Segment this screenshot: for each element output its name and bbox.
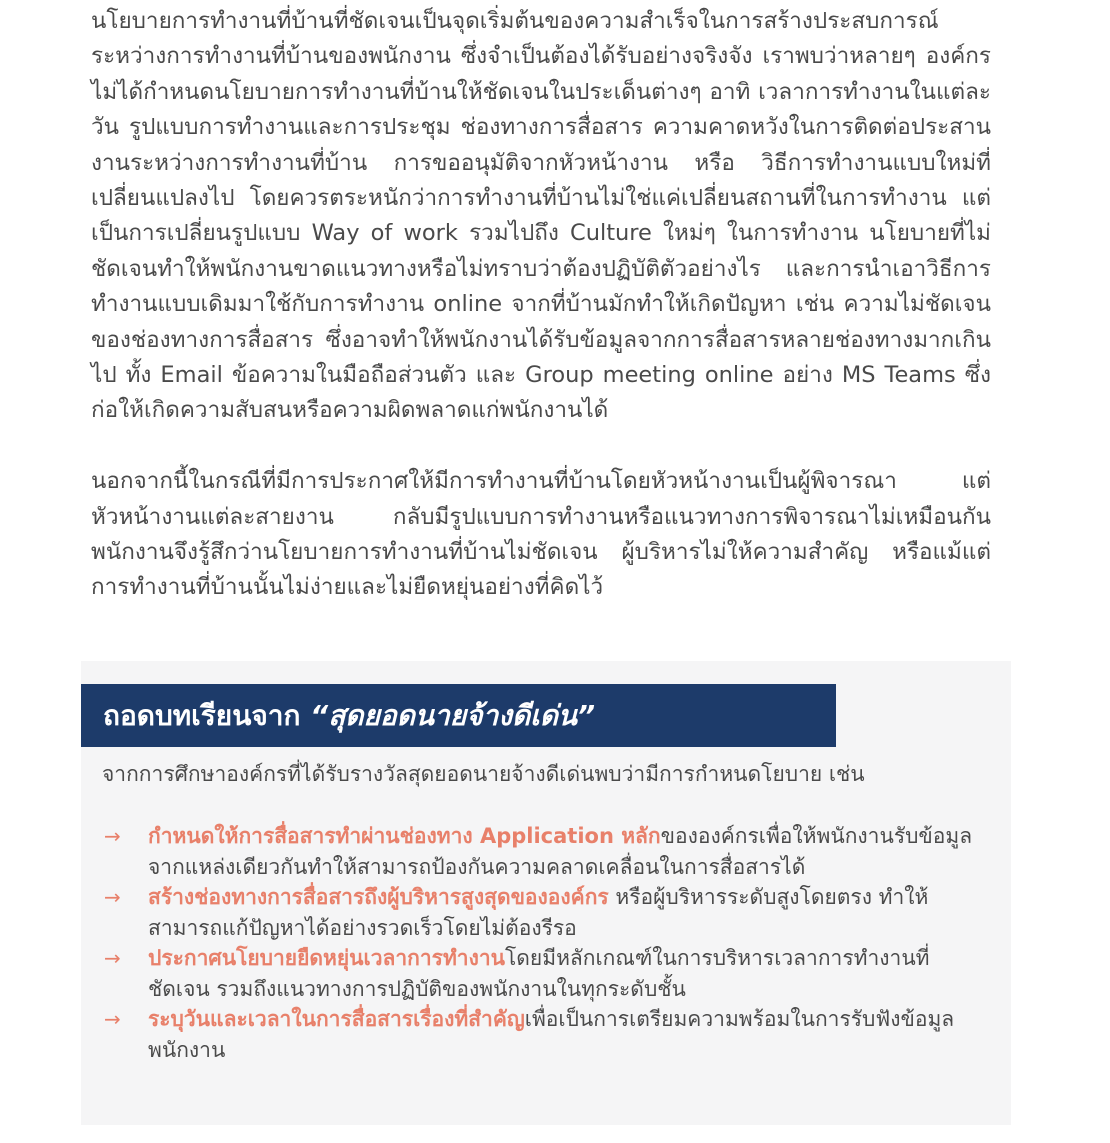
bullet-highlight: ประกาศนโยบายยืดหยุ่นเวลาการทำงาน [148,946,505,970]
article-paragraph-2: นอกจากนี้ในกรณีที่มีการประกาศให้มีการทำงานที่บ้านโดยหัวหน้างานเป็นผู้พิจารณา แต่หัวหน้างานแต่ละสายงาน กลับมีรูปแบบการทำงานหรือแนวทางการพิจารณาไม่เหมือนกัน พนักงานจึงรู้สึกว่านโยบายการทำงานที่บ้านไม่ชัดเจน ผู้บริหารไม่ให้ความสำคัญ หรือแม้แต่การทำงานที่บ้านนั้นไม่ง่ายและไม่ยืดหยุ่นอย่างที่คิดไว้ [91,468,991,601]
policy-bullet-list [102,821,982,1065]
arrow-right-icon: → [104,1007,121,1031]
article-body [91,4,991,606]
bullet-text: หรือผู้บริหารระดับสูงโดยตรง ทำให้สามารถแก้ปัญหาได้อย่างรวดเร็วโดยไม่ต้องรีรอ [148,885,929,940]
bullet-highlight: ระบุวันและเวลาในการสื่อสารเรื่องที่สำคัญ [148,1007,525,1031]
bullet-highlight: สร้างช่องทางการสื่อสารถึงผู้บริหารสูงสุดขององค์กร [148,885,609,909]
arrow-right-icon: → [104,885,121,909]
callout-title-quote: “สุดยอดนายจ้างดีเด่น” [310,698,596,732]
callout-header-banner [81,684,836,747]
policy-bullet-item [102,943,982,1004]
callout-intro-text: จากการศึกษาองค์กรที่ได้รับรางวัลสุดยอดนายจ้างดีเด่นพบว่ามีการกำหนดโยบาย เช่น [102,762,865,786]
policy-bullet-item [102,882,982,943]
callout-title [103,694,595,738]
callout-title-prefix: ถอดบทเรียนจาก [103,698,311,732]
bullet-text: เพื่อเป็นการเตรียมความพร้อมในการรับฟังข้อมูลพนักงาน [148,1007,955,1062]
bullet-highlight: กำหนดให้การสื่อสารทำผ่านช่องทาง Application หลัก [148,824,661,848]
arrow-right-icon: → [104,946,121,970]
arrow-right-icon: → [104,824,121,848]
lessons-callout-box [81,661,1011,1125]
policy-bullet-item [102,821,982,882]
bullet-text: ขององค์กรเพื่อให้พนักงานรับข้อมูลจากแหล่งเดียวกันทำให้สามารถป้องกันความคลาดเคลื่อนในการสื่อสารได้ [148,824,973,879]
policy-bullet-item [102,1004,982,1065]
bullet-text: โดยมีหลักเกณฑ์ในการบริหารเวลาการทำงานที่ชัดเจน รวมถึงแนวทางการปฏิบัติของพนักงานในทุกระดับชั้น [148,946,930,1001]
article-paragraph-1: นโยบายการทำงานที่บ้านที่ชัดเจนเป็นจุดเริ่มต้นของความสำเร็จในการสร้างประสบการณ์ระหว่างการทำงานที่บ้านของพนักงาน ซึ่งจำเป็นต้องได้รับอย่างจริงจัง เราพบว่าหลายๆ องค์กรไม่ได้กำหนดนโยบายการทำงานที่บ้านให้ชัดเจนในประเด็นต่างๆ อาทิ เวลาการทำงานในแต่ละวัน รูปแบบการทำงานและการประชุม ช่องทางการสื่อสาร ความคาดหวังในการติดต่อประสานงานระหว่างการทำงานที่บ้าน การขออนุมัติจากหัวหน้างาน หรือ วิธีการทำงานแบบใหม่ที่เปลี่ยนแปลงไป โดยควรตระหนักว่าการทำงานที่บ้านไม่ใช่แค่เปลี่ยนสถานที่ในการทำงาน แต่เป็นการเปลี่ยนรูปแบบ Way of work รวมไปถึง Culture ใหม่ๆ ในการทำงาน นโยบายที่ไม่ชัดเจนทำให้พนักงานขาดแนวทางหรือไม่ทราบว่าต้องปฏิบัติตัวอย่างไร และการนำเอาวิธีการทำงานแบบเดิมมาใช้กับการทำงาน online จากที่บ้านมักทำให้เกิดปัญหา เช่น ความไม่ชัดเจนของช่องทางการสื่อสาร ซึ่งอาจทำให้พนักงานได้รับข้อมูลจากการสื่อสารหลายช่องทางมากเกินไป ทั้ง Email ข้อความในมือถือส่วนตัว และ Group meeting online อย่าง MS Teams ซึ่งก่อให้เกิดความสับสนหรือความผิดพลาดแก่พนักงานได้ [91,8,991,424]
